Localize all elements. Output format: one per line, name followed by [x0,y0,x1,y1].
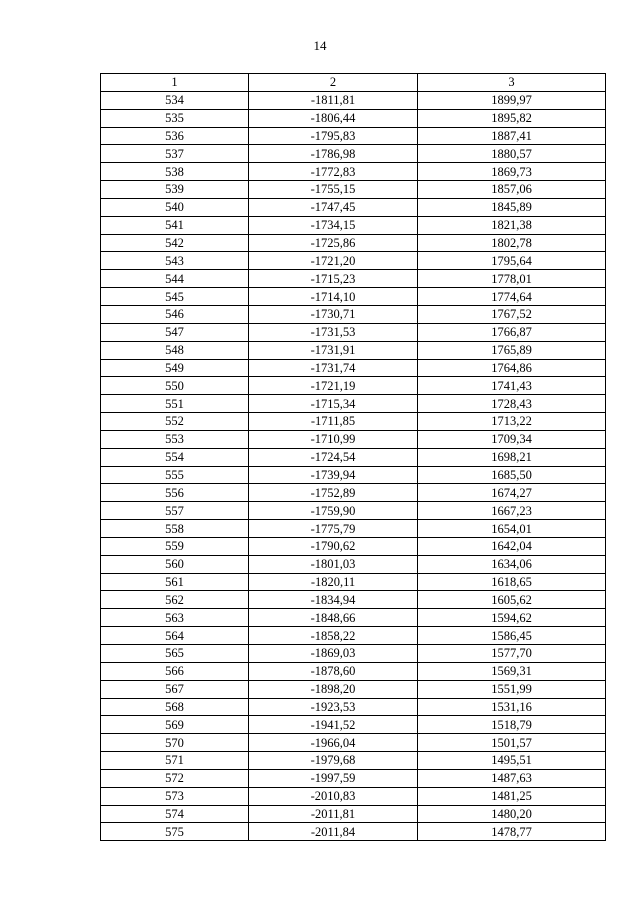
point-number-cell: 566 [101,662,249,680]
y-coordinate-cell: 1618,65 [418,573,606,591]
y-coordinate-cell: 1586,45 [418,627,606,645]
table-row [101,520,606,538]
y-coordinate-cell: 1642,04 [418,537,606,555]
y-coordinate-cell: 1845,89 [418,198,606,216]
table-row [101,573,606,591]
y-coordinate-cell: 1765,89 [418,341,606,359]
y-coordinate-cell: 1501,57 [418,734,606,752]
y-coordinate-cell: 1795,64 [418,252,606,270]
table-row [101,359,606,377]
x-coordinate-cell: -1790,62 [249,537,418,555]
point-number-cell: 560 [101,555,249,573]
table-row [101,341,606,359]
x-coordinate-cell: -1923,53 [249,698,418,716]
table-row [101,466,606,484]
point-number-cell: 559 [101,537,249,555]
x-coordinate-cell: -1878,60 [249,662,418,680]
y-coordinate-cell: 1569,31 [418,662,606,680]
table-row [101,698,606,716]
y-coordinate-cell: 1774,64 [418,288,606,306]
table-row [101,555,606,573]
table-row [101,234,606,252]
y-coordinate-cell: 1478,77 [418,823,606,841]
y-coordinate-cell: 1741,43 [418,377,606,395]
x-coordinate-cell: -1731,74 [249,359,418,377]
y-coordinate-cell: 1495,51 [418,752,606,770]
table-row [101,181,606,199]
table-row [101,288,606,306]
table-row [101,716,606,734]
x-coordinate-cell: -2011,81 [249,805,418,823]
x-coordinate-cell: -1730,71 [249,305,418,323]
table-header-row [101,74,606,92]
y-coordinate-cell: 1531,16 [418,698,606,716]
y-coordinate-cell: 1518,79 [418,716,606,734]
point-number-cell: 546 [101,305,249,323]
y-coordinate-cell: 1605,62 [418,591,606,609]
x-coordinate-cell: -1715,34 [249,395,418,413]
table-row [101,591,606,609]
x-coordinate-cell: -1786,98 [249,145,418,163]
table-row [101,109,606,127]
x-coordinate-cell: -1775,79 [249,520,418,538]
x-coordinate-cell: -1721,20 [249,252,418,270]
x-coordinate-cell: -1731,91 [249,341,418,359]
y-coordinate-cell: 1674,27 [418,484,606,502]
point-number-cell: 534 [101,91,249,109]
table-row [101,609,606,627]
y-coordinate-cell: 1594,62 [418,609,606,627]
table-row [101,680,606,698]
point-number-cell: 558 [101,520,249,538]
y-coordinate-cell: 1654,01 [418,520,606,538]
point-number-cell: 547 [101,323,249,341]
y-coordinate-cell: 1551,99 [418,680,606,698]
y-coordinate-cell: 1487,63 [418,769,606,787]
column-header-1: 1 [101,74,249,92]
coordinates-table [100,73,606,841]
y-coordinate-cell: 1667,23 [418,502,606,520]
table-row [101,216,606,234]
y-coordinate-cell: 1857,06 [418,181,606,199]
table-row [101,305,606,323]
y-coordinate-cell: 1480,20 [418,805,606,823]
point-number-cell: 571 [101,752,249,770]
table-row [101,645,606,663]
y-coordinate-cell: 1766,87 [418,323,606,341]
y-coordinate-cell: 1767,52 [418,305,606,323]
table-row [101,662,606,680]
table-row [101,823,606,841]
table-row [101,430,606,448]
point-number-cell: 550 [101,377,249,395]
point-number-cell: 544 [101,270,249,288]
point-number-cell: 572 [101,769,249,787]
point-number-cell: 545 [101,288,249,306]
y-coordinate-cell: 1880,57 [418,145,606,163]
point-number-cell: 575 [101,823,249,841]
x-coordinate-cell: -1941,52 [249,716,418,734]
table-row [101,413,606,431]
x-coordinate-cell: -1997,59 [249,769,418,787]
x-coordinate-cell: -1755,15 [249,181,418,199]
table-row [101,769,606,787]
point-number-cell: 563 [101,609,249,627]
x-coordinate-cell: -1811,81 [249,91,418,109]
table-row [101,377,606,395]
y-coordinate-cell: 1577,70 [418,645,606,663]
table-row [101,323,606,341]
table-row [101,734,606,752]
x-coordinate-cell: -1710,99 [249,430,418,448]
point-number-cell: 535 [101,109,249,127]
point-number-cell: 543 [101,252,249,270]
x-coordinate-cell: -1834,94 [249,591,418,609]
point-number-cell: 556 [101,484,249,502]
point-number-cell: 552 [101,413,249,431]
point-number-cell: 573 [101,787,249,805]
point-number-cell: 553 [101,430,249,448]
point-number-cell: 570 [101,734,249,752]
table-row [101,805,606,823]
point-number-cell: 565 [101,645,249,663]
y-coordinate-cell: 1764,86 [418,359,606,377]
point-number-cell: 538 [101,163,249,181]
column-header-3: 3 [418,74,606,92]
point-number-cell: 539 [101,181,249,199]
x-coordinate-cell: -1715,23 [249,270,418,288]
y-coordinate-cell: 1685,50 [418,466,606,484]
y-coordinate-cell: 1821,38 [418,216,606,234]
table-row [101,163,606,181]
point-number-cell: 567 [101,680,249,698]
x-coordinate-cell: -1898,20 [249,680,418,698]
x-coordinate-cell: -1801,03 [249,555,418,573]
point-number-cell: 574 [101,805,249,823]
x-coordinate-cell: -1747,45 [249,198,418,216]
point-number-cell: 557 [101,502,249,520]
y-coordinate-cell: 1634,06 [418,555,606,573]
table-row [101,127,606,145]
x-coordinate-cell: -1759,90 [249,502,418,520]
x-coordinate-cell: -1724,54 [249,448,418,466]
y-coordinate-cell: 1778,01 [418,270,606,288]
table-body [101,91,606,840]
point-number-cell: 536 [101,127,249,145]
x-coordinate-cell: -2010,83 [249,787,418,805]
y-coordinate-cell: 1698,21 [418,448,606,466]
point-number-cell: 555 [101,466,249,484]
x-coordinate-cell: -1979,68 [249,752,418,770]
x-coordinate-cell: -2011,84 [249,823,418,841]
x-coordinate-cell: -1752,89 [249,484,418,502]
table-row [101,145,606,163]
x-coordinate-cell: -1711,85 [249,413,418,431]
y-coordinate-cell: 1481,25 [418,787,606,805]
x-coordinate-cell: -1725,86 [249,234,418,252]
point-number-cell: 537 [101,145,249,163]
table-row [101,448,606,466]
table-row [101,198,606,216]
table-row [101,484,606,502]
point-number-cell: 562 [101,591,249,609]
table-row [101,752,606,770]
y-coordinate-cell: 1802,78 [418,234,606,252]
table-row [101,787,606,805]
table-row [101,627,606,645]
table-row [101,252,606,270]
x-coordinate-cell: -1848,66 [249,609,418,627]
column-header-2: 2 [249,74,418,92]
point-number-cell: 549 [101,359,249,377]
point-number-cell: 564 [101,627,249,645]
x-coordinate-cell: -1734,15 [249,216,418,234]
table-row [101,91,606,109]
table-row [101,502,606,520]
point-number-cell: 541 [101,216,249,234]
table-row [101,395,606,413]
point-number-cell: 542 [101,234,249,252]
point-number-cell: 551 [101,395,249,413]
x-coordinate-cell: -1966,04 [249,734,418,752]
table-row [101,537,606,555]
point-number-cell: 561 [101,573,249,591]
page-number: 14 [313,38,327,53]
point-number-cell: 569 [101,716,249,734]
x-coordinate-cell: -1820,11 [249,573,418,591]
y-coordinate-cell: 1709,34 [418,430,606,448]
y-coordinate-cell: 1895,82 [418,109,606,127]
x-coordinate-cell: -1721,19 [249,377,418,395]
y-coordinate-cell: 1899,97 [418,91,606,109]
point-number-cell: 540 [101,198,249,216]
x-coordinate-cell: -1772,83 [249,163,418,181]
y-coordinate-cell: 1713,22 [418,413,606,431]
x-coordinate-cell: -1731,53 [249,323,418,341]
x-coordinate-cell: -1714,10 [249,288,418,306]
x-coordinate-cell: -1858,22 [249,627,418,645]
point-number-cell: 554 [101,448,249,466]
point-number-cell: 548 [101,341,249,359]
y-coordinate-cell: 1887,41 [418,127,606,145]
x-coordinate-cell: -1806,44 [249,109,418,127]
y-coordinate-cell: 1728,43 [418,395,606,413]
point-number-cell: 568 [101,698,249,716]
table-row [101,270,606,288]
x-coordinate-cell: -1869,03 [249,645,418,663]
y-coordinate-cell: 1869,73 [418,163,606,181]
x-coordinate-cell: -1795,83 [249,127,418,145]
x-coordinate-cell: -1739,94 [249,466,418,484]
